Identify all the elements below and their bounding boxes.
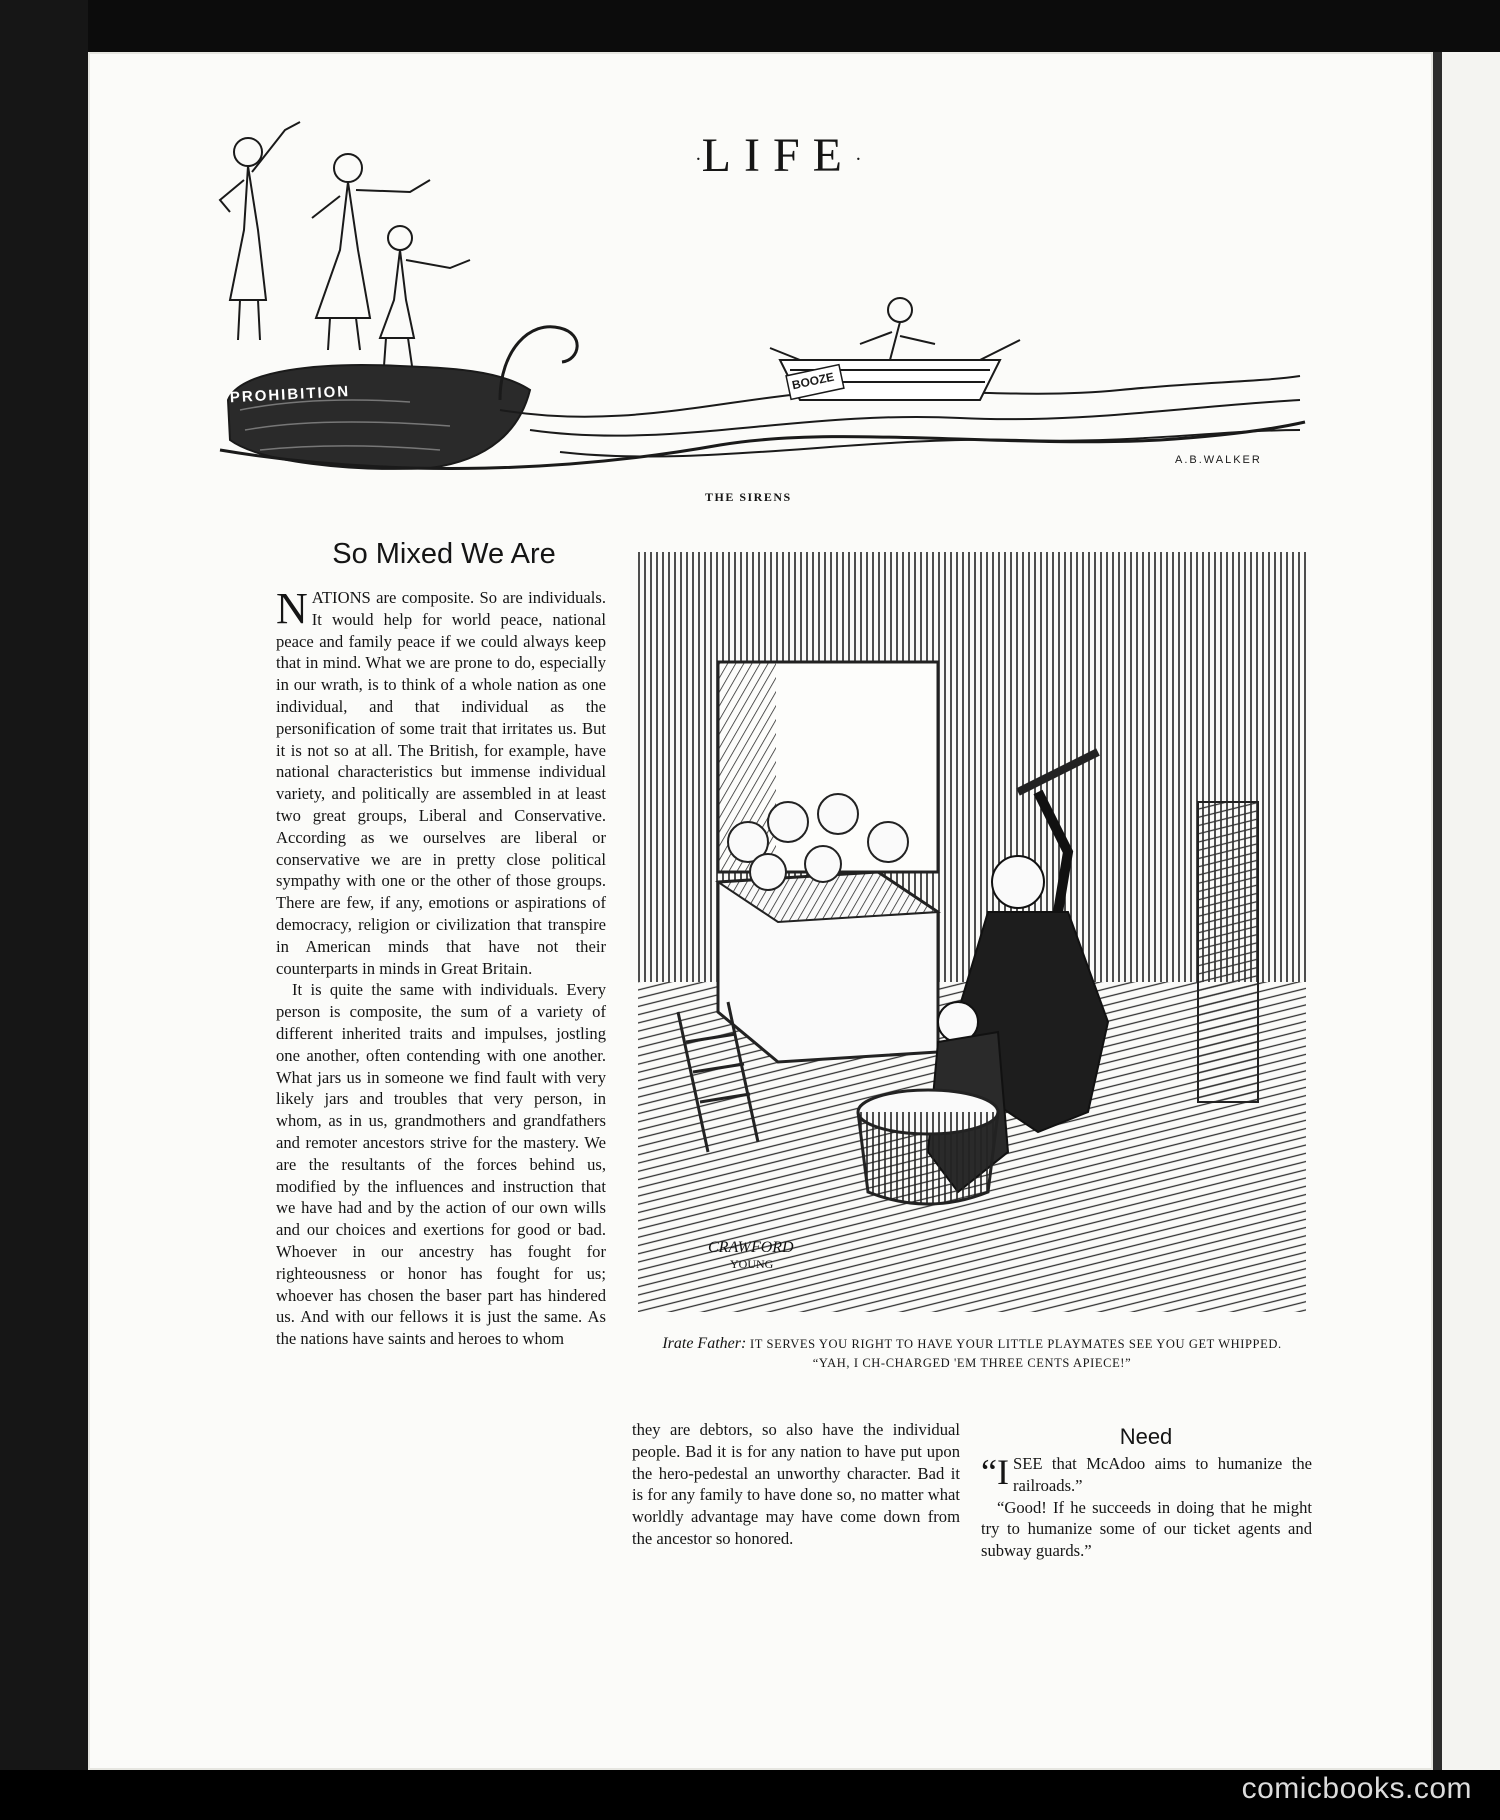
banner-signature: A.B.WALKER (1175, 454, 1262, 466)
need-column (981, 1453, 1312, 1562)
article-continuation: they are debtors, so also have the individual people. Bad it is for any nation to have put upon the hero-pedestal an unworthy character. Bad it is for any family to have done so, no matter what worldly advantage may have come down from the ancestor so honored. (632, 1420, 960, 1548)
illustration-signature-line1: CRAWFORD (708, 1239, 794, 1256)
cartoon-illustration (638, 552, 1306, 1312)
article-paragraph-1-text: ATIONS are composite. So are individuals. It would help for world peace, national peace and family peace if we could always keep that in mind. What we are prone to do, especially in our wrath, is to think of a whole nation as one individual, and that individual as the personification of some trait that irritates us. But it is not so at all. The British, for example, have national characteristics but immense individual variety, and politically are assembled in at least two great groups, Liberal and Conservative. According as we ourselves are liberal or conservative we are in pretty close political sympathy with one or the other of those groups. There are few, if any, emotions or aspirations of democracy, religion or civilization that transpire in American minds that have not their counterparts in minds in Great Britain. (276, 588, 606, 978)
adjacent-page-edge (1442, 52, 1500, 1770)
rock-label: PROHIBITION (229, 382, 351, 407)
article-dropcap: N (276, 584, 308, 633)
stacked-boards (1198, 802, 1258, 1102)
masthead-dot-right: · (855, 148, 862, 171)
siren-figure-2 (312, 154, 430, 350)
illustration-signature-line2: YOUNG (730, 1257, 774, 1271)
rock-shape (228, 365, 530, 469)
siren-figure-3 (380, 226, 470, 366)
article-title: So Mixed We Are (332, 538, 556, 570)
masthead-title: LIFE (701, 129, 855, 182)
caption-speaker: Irate Father: (662, 1335, 747, 1352)
need-paragraph-1 (981, 1453, 1312, 1497)
article-paragraph-1 (276, 584, 606, 979)
page-spine-shadow (1433, 52, 1442, 1770)
need-paragraph-2: “Good! If he succeeds in doing that he might try to humanize some of our ticket agents and subway guards.” (981, 1497, 1312, 1561)
article-paragraph-2: It is quite the same with individuals. Every person is composite, the sum of a variety of different inherited traits and impulses, jostling one another, often contending with one another. What jars us in someone we find fault with very likely jars and troubles that very person, in whom, as in us, grandmothers and grandfathers and remoter ancestors strive for the mastery. We are the resultants of the forces behind us, modified by the influences and instruction that we have had and by the action of our own wills and our choices and exertions for good or bad. Whoever in our ancestry has fought for righteousness or honor has fought for us; whoever has chosen the baser part has hindered us. And with our fellows it is just the same. As the nations have saints and heroes to whom (276, 980, 606, 1349)
siren-figure-1 (220, 122, 300, 340)
sirens-cartoon (200, 100, 1310, 480)
masthead-dot-left: · (695, 148, 702, 171)
caption-line-1: IT SERVES YOU RIGHT TO HAVE YOUR LITTLE PLAYMATES SEE YOU GET WHIPPED. (750, 1337, 1282, 1351)
boat-label: BOOZE (790, 369, 836, 393)
caption-line-2: “YAH, I CH-CHARGED 'EM THREE CENTS APIECE!” (812, 1356, 1132, 1370)
watermark-site: comicbooks.com (1241, 1772, 1472, 1805)
need-title: Need (1119, 1424, 1173, 1449)
banner-caption: THE SIRENS (705, 490, 792, 504)
article-column-2 (632, 1419, 960, 1550)
need-dropcap: “I (981, 1452, 1009, 1492)
scan-background (0, 0, 88, 1770)
illustration-caption (640, 1334, 1304, 1373)
need-paragraph-1-text: SEE that McAdoo aims to humanize the railroads.” (1012, 1454, 1312, 1495)
article-column-1 (276, 584, 606, 1350)
